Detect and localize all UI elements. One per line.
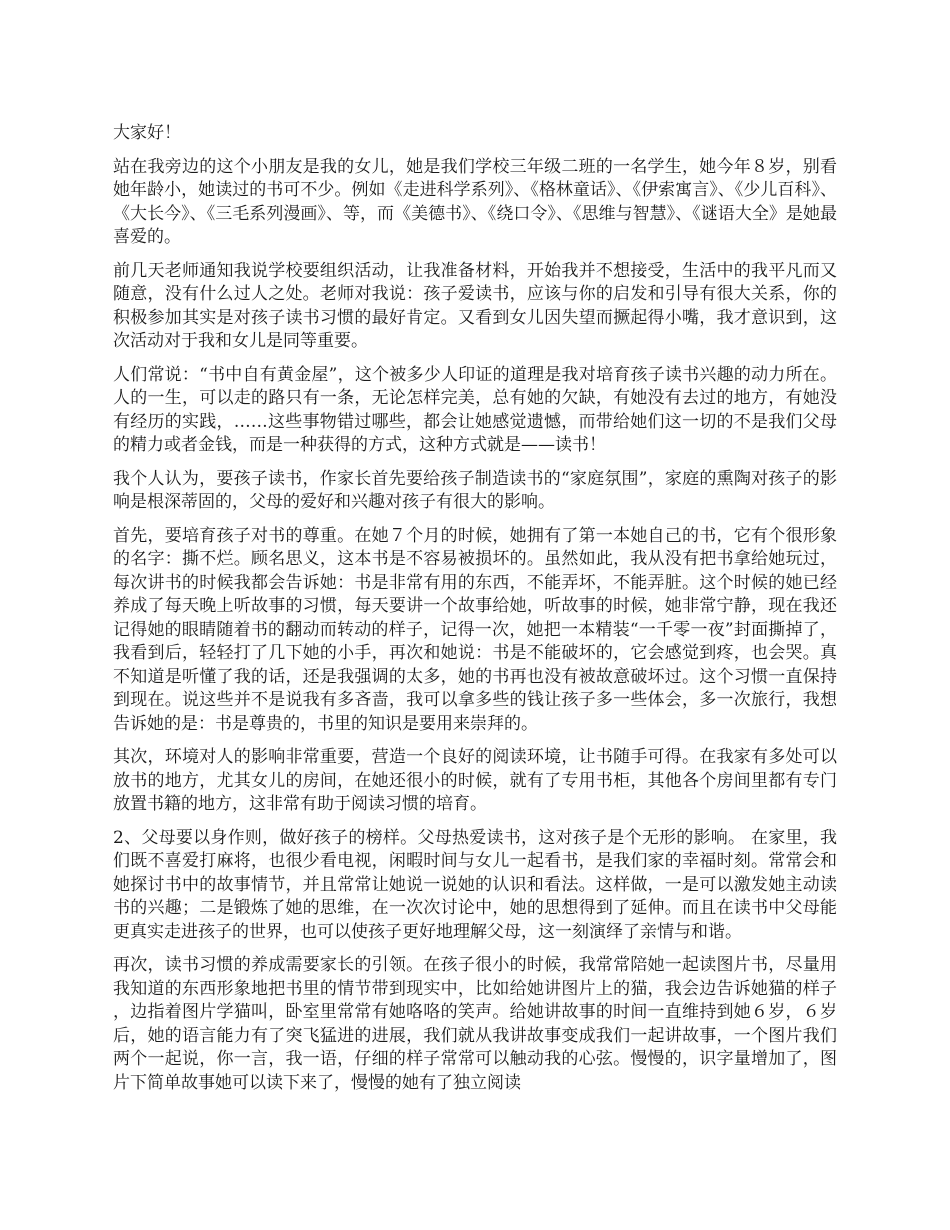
- guidance-paragraph: 再次，读书习惯的养成需要家长的引领。在孩子很小的时候，我常常陪她一起读图片书，尽量用我知道的东西形象地把书里的情节带到现实中，比如给她讲图片上的猫，我会边告诉她猫的样子，边指着图片学猫叫，卧室里常常有她咯咯的笑声。给她讲故事的时间一直维持到她６岁，６岁后，她的语言能力有了突飞猛进的进展，我们就从我讲故事变成我们一起讲故事，一个图片我们两个一起说，你一言，我一语，仔细的样子常常可以触动我的心弦。慢慢的，识字量增加了，图片下简单故事她可以读下来了，慢慢的她有了独立阅读: [113, 955, 837, 1093]
- parents-example-paragraph: 2、父母要以身作则，做好孩子的榜样。父母热爱读书，这对孩子是个无形的影响。 在家里，我们既不喜爱打麻将，也很少看电视，闲暇时间与女儿一起看书，是我们家的幸福时刻。常常会和她探讨书中的故事情节，并且常常让她说一说她的认识和看法。这样做，一是可以激发她主动读书的兴趣；二是锻炼了她的思维，在一次次讨论中，她的思想得到了延伸。而且在读书中父母能更真实走进孩子的世界，也可以使孩子更好地理解父母，这一刻演绎了亲情与和谐。: [113, 827, 837, 942]
- greeting-paragraph: 大家好！: [113, 123, 181, 143]
- background-paragraph: 前几天老师通知我说学校要组织活动，让我准备材料，开始我并不想接受，生活中的我平凡而又随意，没有什么过人之处。老师对我说：孩子爱读书，应该与你的启发和引导有很大关系，你的积极参加其实是对孩子读书习惯的最好肯定。又看到女儿因失望而撅起得小嘴，我才意识到，这次活动对于我和女儿是同等重要。: [113, 260, 837, 351]
- intro-paragraph: 站在我旁边的这个小朋友是我的女儿，她是我们学校三年级二班的一名学生，她今年８岁，别看她年龄小，她读过的书可不少。例如《走进科学系列》、《格林童话》、《伊索寓言》、《少儿百科》、《大长今》、《三毛系列漫画》、等，而《美德书》、《绕口令》、《思维与智慧》、《谜语大全》是她最喜爱的。: [113, 156, 837, 247]
- second-point-paragraph: 其次，环境对人的影响非常重要，营造一个良好的阅读环境，让书随手可得。在我家有多处可以放书的地方，尤其女儿的房间，在她还很小的时候，就有了专用书柜，其他各个房间里都有专门放置书籍的地方，这非常有助于阅读习惯的培育。: [113, 747, 837, 814]
- motivation-paragraph: 人们常说：“书中自有黄金屋”，这个被多少人印证的道理是我对培育孩子读书兴趣的动力所在。人的一生，可以走的路只有一条，无论怎样完美，总有她的欠缺，有她没有去过的地方，有她没有经历的实践，……这些事物错过哪些，都会让她感觉遗憾，而带给她们这一切的不是我们父母的精力或者金钱，而是一种获得的方式，这种方式就是——读书！: [113, 364, 837, 455]
- first-point-paragraph: 首先，要培育孩子对书的尊重。在她７个月的时候，她拥有了第一本她自己的书，它有个很形象的名字：撕不烂。顾名思义，这本书是不容易被损坏的。虽然如此，我从没有把书拿给她玩过，每次讲书的时候我都会告诉她：书是非常有用的东西，不能弄坏，不能弄脏。这个时候的她已经养成了每天晚上听故事的习惯，每天要讲一个故事给她，听故事的时候，她非常宁静，现在我还记得她的眼睛随着书的翻动而转动的样子，记得一次，她把一本精装“一千零一夜”封面撕掉了，我看到后，轻轻打了几下她的小手，再次和她说：书是不能破坏的，它会感觉到疼，也会哭。真不知道是听懂了我的话，还是我强调的太多，她的书再也没有被故意破坏过。这个习惯一直保持到现在。说这些并不是说我有多吝啬，我可以拿多些的钱让孩子多一些体会，多一次旅行，我想告诉她的是：书是尊贵的，书里的知识是要用来崇拜的。: [113, 525, 837, 734]
- opinion-paragraph: 我个人认为，要孩子读书，作家长首先要给孩子制造读书的“家庭氛围”，家庭的熏陶对孩子的影响是根深蒂固的，父母的爱好和兴趣对孩子有很大的影响。: [113, 468, 837, 512]
- document-body: [113, 122, 837, 1105]
